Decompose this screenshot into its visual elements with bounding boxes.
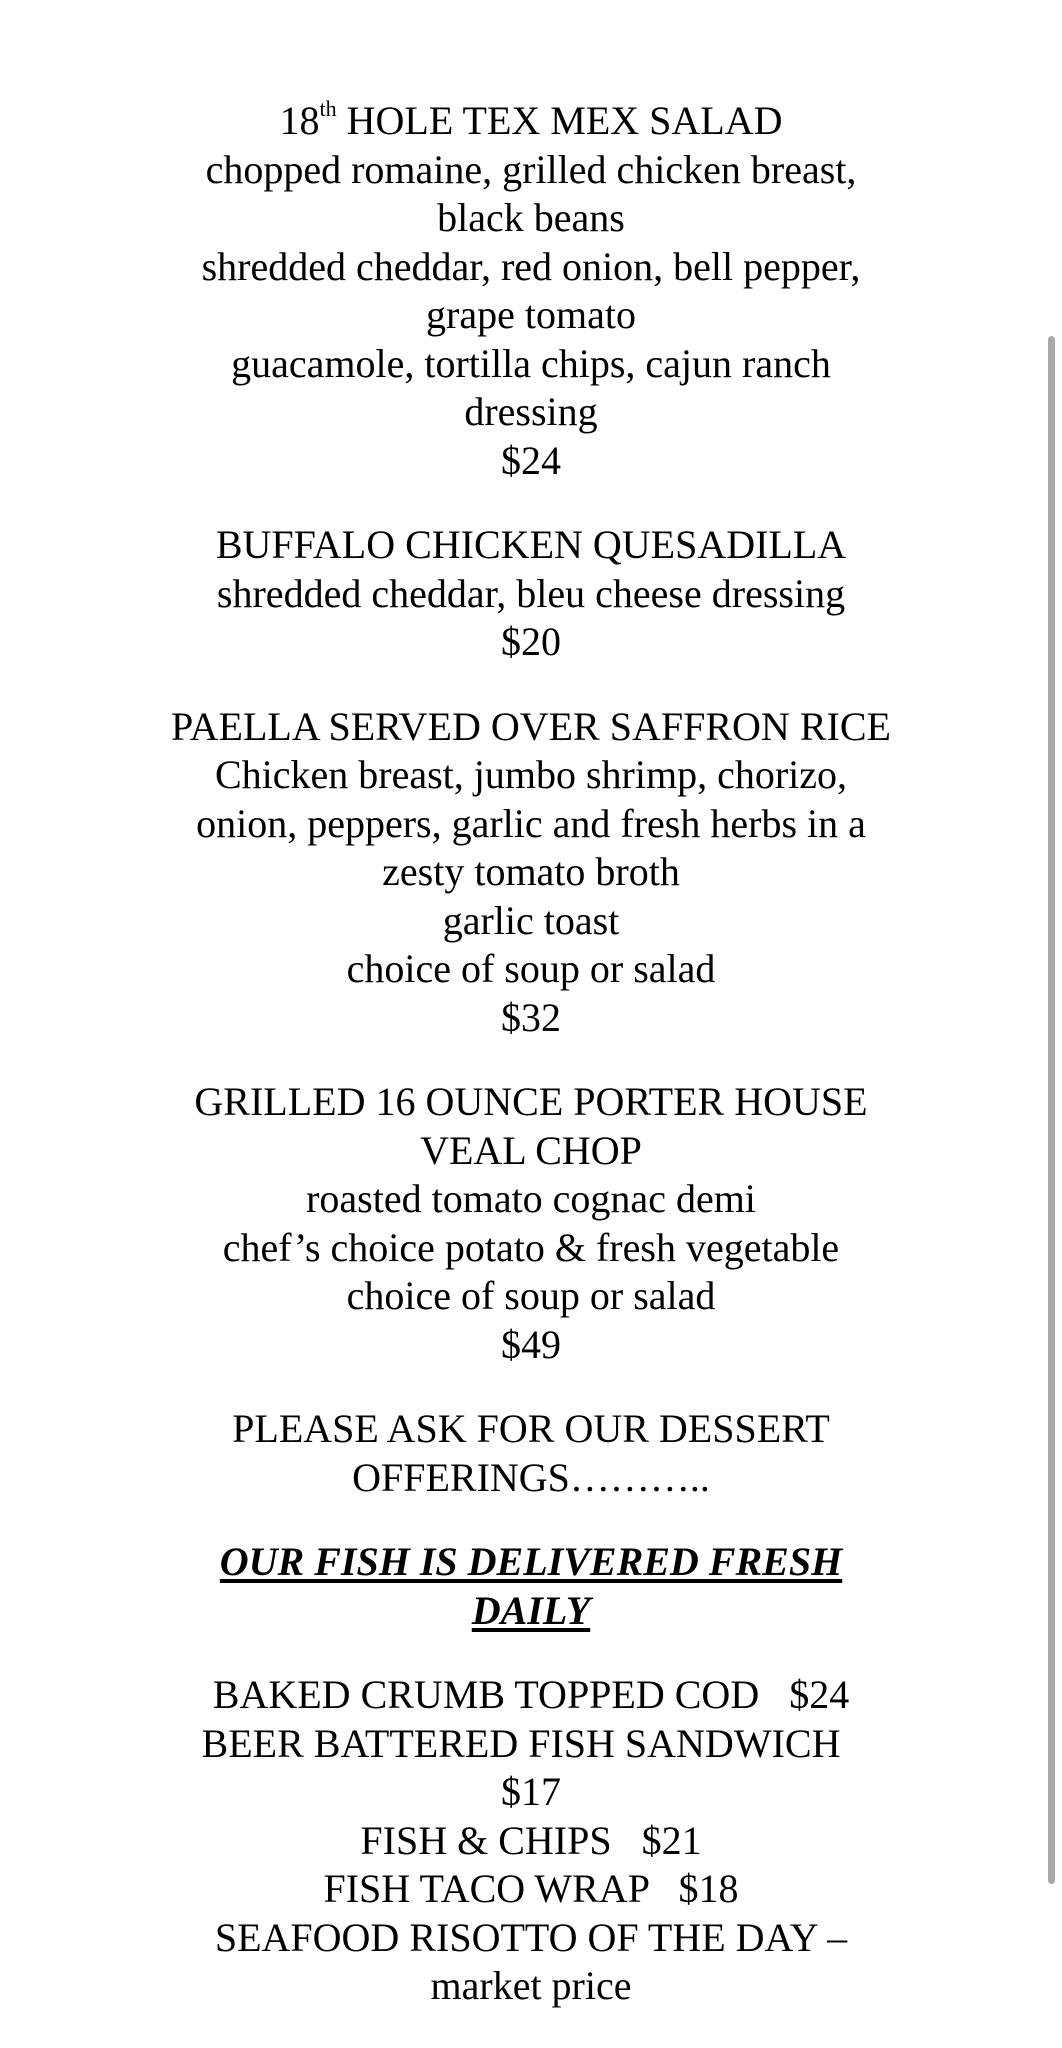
veal-price: $49 [501, 1321, 561, 1367]
salad-price: $24 [501, 437, 561, 483]
section-spacer [0, 1635, 1062, 1671]
menu-document [0, 97, 1062, 2011]
fish-item: SEAFOOD RISOTTO OF THE DAY – [214, 1914, 848, 1960]
fish-item: $17 [501, 1769, 561, 1814]
fish-notice-line: OUR FISH IS DELIVERED FRESH [219, 1539, 843, 1584]
paella-description-line: garlic toast [442, 897, 620, 943]
salad-description-line: dressing [464, 389, 598, 434]
paella-description-line: zesty tomato broth [382, 849, 680, 894]
fish-item: BAKED CRUMB TOPPED COD $24 [212, 1672, 850, 1717]
fish-notice-line: DAILY [471, 1587, 591, 1633]
veal-description-line: chef’s choice potato & fresh vegetable [222, 1224, 840, 1270]
quesadilla-title: BUFFALO CHICKEN QUESADILLA [215, 522, 847, 567]
quesadilla-description-line: shredded cheddar, bleu cheese dressing [216, 570, 846, 616]
vertical-scrollbar[interactable] [1048, 336, 1055, 1884]
salad-description-line: guacamole, tortilla chips, cajun ranch [231, 340, 831, 386]
dessert-note-line: PLEASE ASK FOR OUR DESSERT [232, 1406, 830, 1451]
paella-description-line: Chicken breast, jumbo shrimp, chorizo, [214, 752, 848, 797]
salad-description-line: black beans [437, 195, 625, 240]
veal-title-line: GRILLED 16 OUNCE PORTER HOUSE [194, 1079, 868, 1124]
section-spacer [0, 485, 1062, 521]
section-spacer [0, 667, 1062, 703]
section-spacer [0, 1369, 1062, 1405]
salad-description-line: chopped romaine, grilled chicken breast, [205, 146, 857, 192]
salad-title: 18th HOLE TEX MEX SALAD [279, 96, 783, 143]
veal-description-line: roasted tomato cognac demi [306, 1176, 756, 1221]
fish-item: BEER BATTERED FISH SANDWICH [201, 1720, 861, 1766]
veal-title-line: VEAL CHOP [420, 1127, 642, 1173]
fish-item: FISH & CHIPS $21 [360, 1817, 702, 1863]
paella-description-line: choice of soup or salad [346, 946, 716, 991]
paella-title: PAELLA SERVED OVER SAFFRON RICE [171, 703, 891, 749]
ordinal-superscript: th [319, 96, 337, 121]
veal-description-line: choice of soup or salad [346, 1273, 716, 1318]
salad-description-line: grape tomato [426, 292, 636, 337]
section-spacer [0, 1502, 1062, 1538]
paella-price: $32 [501, 994, 561, 1040]
quesadilla-price: $20 [501, 619, 561, 664]
dessert-note-line: OFFERINGS……….. [352, 1454, 710, 1500]
fish-item: market price [430, 1963, 632, 2008]
section-spacer [0, 1042, 1062, 1078]
salad-description-line: shredded cheddar, red onion, bell pepper, [201, 243, 861, 289]
paella-description-line: onion, peppers, garlic and fresh herbs in a [196, 800, 866, 846]
fish-item: FISH TACO WRAP $18 [323, 1866, 739, 1911]
